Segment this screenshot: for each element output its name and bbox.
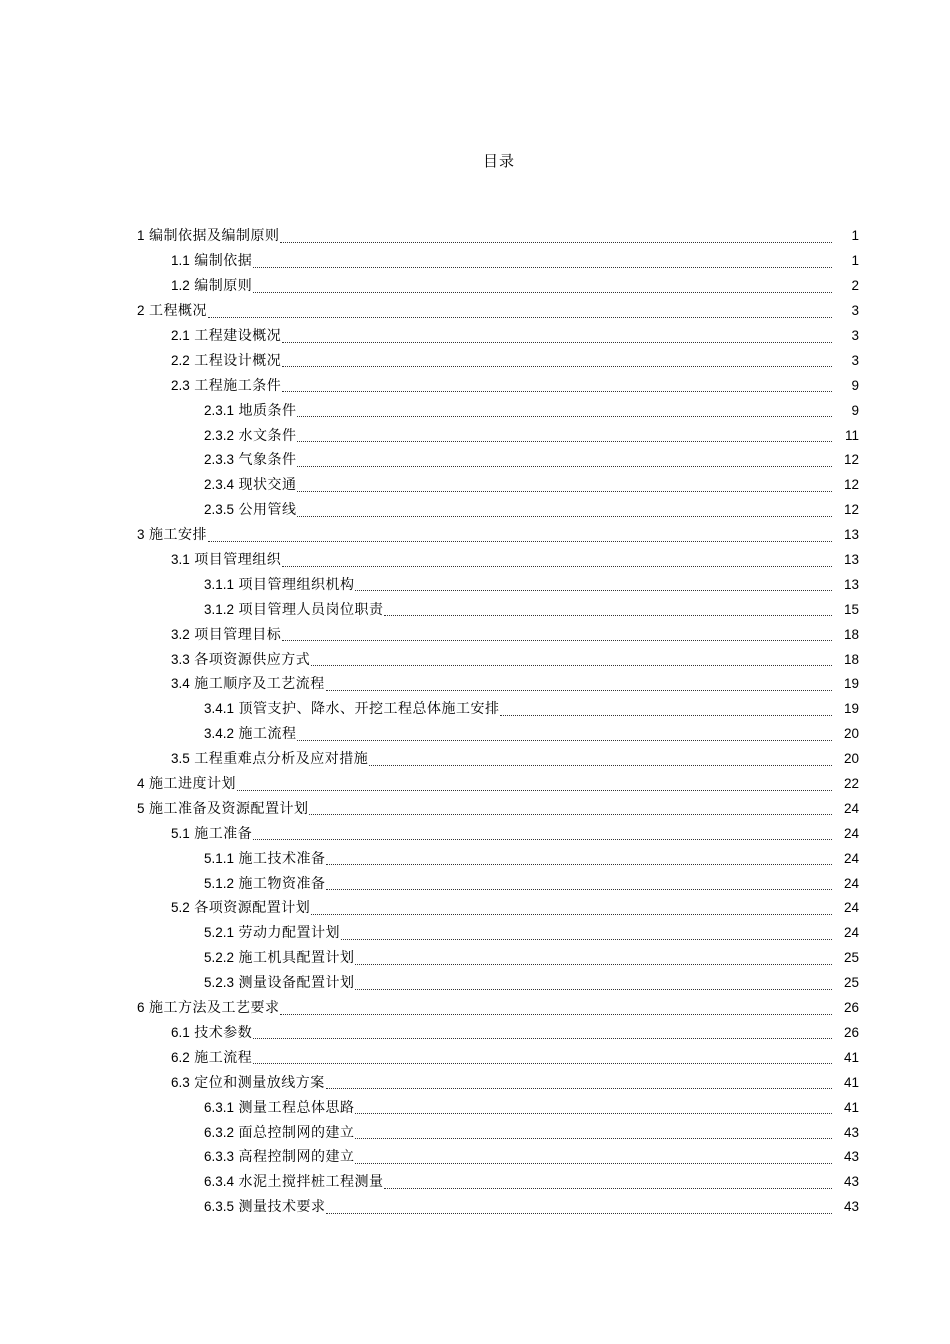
toc-entry-number: 3.4.2 (204, 726, 235, 742)
toc-page-number: 22 (843, 776, 859, 792)
toc-dot-leader (500, 701, 832, 716)
toc-dot-leader (208, 303, 832, 318)
toc-page-number: 26 (843, 1024, 859, 1040)
toc-dot-leader (297, 402, 832, 417)
toc-page-number: 24 (843, 925, 859, 941)
toc-page-number: 43 (843, 1124, 859, 1140)
toc-entry-number: 5.2 (171, 900, 190, 916)
toc-entry-label (137, 525, 207, 545)
toc-entry-number: 2.3.5 (204, 502, 235, 518)
toc-entry-label (137, 774, 236, 794)
toc-dot-leader (355, 1124, 832, 1139)
toc-entry-number: 3.5 (171, 751, 190, 767)
toc-entry-label (171, 276, 252, 296)
toc-entry-number: 6.3.3 (204, 1149, 235, 1165)
toc-entry[interactable] (0, 299, 950, 324)
toc-entry[interactable] (0, 846, 950, 871)
toc-title: 目录 (482, 152, 515, 170)
toc-page-number: 19 (843, 701, 859, 717)
toc-entry-number: 6.3.1 (204, 1099, 235, 1115)
toc-page-number: 3 (851, 352, 859, 368)
toc-entry-number: 5.2.1 (204, 925, 235, 941)
toc-dot-leader (297, 726, 832, 741)
toc-page-number: 1 (851, 228, 859, 244)
toc-entry-text: 面总控制网的建立 (238, 1124, 355, 1141)
toc-entry-text: 工程设计概况 (194, 352, 282, 369)
toc-entry-label (204, 1172, 383, 1192)
toc-entry-number: 5.1.2 (204, 875, 235, 891)
toc-entry-text: 水文条件 (238, 427, 297, 444)
toc-dot-leader (297, 427, 832, 442)
toc-entry-label (204, 1147, 354, 1167)
toc-entry[interactable] (0, 697, 950, 722)
toc-dot-leader (355, 950, 832, 965)
toc-dot-leader (282, 328, 832, 343)
toc-entry-label (137, 799, 308, 819)
toc-page-number: 13 (843, 527, 859, 543)
toc-entry-label (171, 650, 310, 670)
toc-entry-text: 工程建设概况 (194, 328, 282, 344)
toc-page-number: 24 (843, 875, 859, 891)
toc-entry-text: 现状交通 (238, 477, 297, 494)
toc-dot-leader (311, 900, 832, 915)
toc-page-number: 24 (843, 800, 859, 816)
toc-entry-label (171, 351, 281, 371)
toc-page-number: 11 (844, 427, 859, 443)
toc-entry-label (204, 724, 296, 744)
toc-entry[interactable] (0, 821, 950, 846)
toc-entry[interactable] (0, 224, 950, 249)
toc-entry-label (204, 500, 296, 520)
toc-entry-label (171, 376, 281, 396)
toc-entry[interactable] (0, 324, 950, 349)
toc-page-number: 15 (843, 601, 859, 617)
toc-entry-text: 项目管理组织机构 (238, 576, 355, 593)
toc-entry[interactable] (0, 348, 950, 373)
toc-entry[interactable] (0, 373, 950, 398)
toc-entry[interactable] (0, 274, 950, 299)
toc-entry[interactable] (0, 597, 950, 622)
toc-entry[interactable] (0, 1195, 950, 1220)
toc-page-number: 12 (843, 477, 859, 493)
toc-page-number: 2 (851, 278, 859, 294)
toc-entry-text: 技术参数 (194, 1024, 253, 1041)
toc-entry-text: 工程重难点分析及应对措施 (194, 751, 369, 768)
toc-page-number: 41 (843, 1049, 859, 1065)
toc-entry-text: 施工方法及工艺要求 (148, 1000, 280, 1017)
toc-entry-text: 施工顺序及工艺流程 (194, 676, 325, 693)
toc-entry[interactable] (0, 523, 950, 548)
toc-entry[interactable] (0, 996, 950, 1021)
toc-dot-leader (326, 1074, 832, 1089)
toc-page-number: 43 (843, 1199, 859, 1215)
toc-entry-text: 工程施工条件 (194, 377, 282, 394)
toc-entry-number: 1.1 (171, 253, 190, 269)
toc-entry-text: 测量技术要求 (238, 1199, 326, 1216)
toc-entry-number: 2.2 (171, 352, 190, 368)
toc-entry-text: 施工准备 (194, 825, 253, 842)
toc-entry-label (171, 1073, 325, 1093)
toc-entry-number: 2 (137, 303, 145, 319)
toc-entry-number: 3.4.1 (204, 701, 235, 717)
toc-entry-text: 高程控制网的建立 (238, 1149, 355, 1166)
toc-entry-label (137, 226, 279, 246)
toc-entry-text: 工程概况 (148, 303, 207, 320)
toc-page-number: 13 (843, 552, 859, 568)
toc-entry-text: 顶管支护、降水、开挖工程总体施工安排 (238, 701, 500, 718)
toc-dot-leader (237, 776, 832, 791)
toc-dot-leader (355, 576, 832, 591)
toc-dot-leader (282, 352, 832, 367)
toc-entry-text: 各项资源供应方式 (194, 651, 311, 668)
toc-entry-number: 2.3.1 (204, 402, 235, 418)
toc-entry-label (204, 426, 296, 446)
toc-entry-number: 6.3.2 (204, 1124, 235, 1140)
toc-entry-number: 3.3 (171, 651, 190, 667)
toc-entry[interactable] (0, 448, 950, 473)
toc-entry-text: 施工准备及资源配置计划 (148, 800, 309, 817)
toc-entry-number: 6.3 (171, 1074, 190, 1090)
toc-entry-number: 1.2 (171, 278, 190, 294)
toc-entry-text: 测量设备配置计划 (238, 975, 355, 992)
toc-entry-label (171, 824, 252, 844)
toc-entry-text: 编制原则 (194, 278, 253, 295)
toc-page-number: 1 (851, 253, 859, 269)
toc-entry-label (204, 401, 296, 421)
toc-entry[interactable] (0, 946, 950, 971)
toc-page-number: 9 (851, 377, 859, 393)
toc-entry-number: 3.1 (171, 552, 190, 568)
toc-page-number: 20 (843, 751, 859, 767)
table-of-contents (0, 224, 950, 1220)
toc-entry-number: 2.1 (171, 328, 190, 343)
toc-entry-label (171, 326, 281, 346)
toc-page-number: 19 (843, 676, 859, 692)
toc-entry[interactable] (0, 896, 950, 921)
toc-page-number: 43 (843, 1149, 859, 1165)
toc-page-number: 24 (843, 900, 859, 916)
toc-entry-number: 6 (137, 1000, 145, 1016)
toc-entry-text: 编制依据 (194, 253, 253, 270)
toc-entry-text: 施工机具配置计划 (238, 950, 355, 967)
toc-entry[interactable] (0, 1145, 950, 1170)
toc-dot-leader (253, 1049, 832, 1064)
toc-dot-leader (341, 925, 832, 940)
toc-page-number: 9 (851, 402, 859, 418)
toc-entry-number: 3.1.2 (204, 601, 235, 617)
toc-entry-number: 1 (137, 228, 145, 244)
toc-dot-leader (280, 1000, 832, 1015)
toc-entry[interactable] (0, 423, 950, 448)
toc-entry-label (171, 550, 281, 570)
toc-dot-leader (384, 601, 832, 616)
toc-entry[interactable] (0, 772, 950, 797)
toc-page-number: 24 (843, 825, 859, 841)
toc-entry-number: 4 (137, 776, 145, 792)
toc-dot-leader (297, 452, 832, 467)
toc-entry-label (204, 923, 340, 943)
toc-entry[interactable] (0, 647, 950, 672)
toc-entry[interactable] (0, 249, 950, 274)
toc-page-number: 20 (843, 726, 859, 742)
toc-dot-leader (208, 527, 832, 542)
toc-entry[interactable] (0, 796, 950, 821)
toc-entry-label (204, 699, 499, 719)
toc-entry-label (171, 625, 281, 645)
toc-entry-number: 6.1 (171, 1024, 190, 1040)
toc-entry-text: 气象条件 (238, 452, 297, 469)
toc-entry[interactable] (0, 1070, 950, 1095)
toc-dot-leader (326, 676, 832, 691)
toc-dot-leader (253, 825, 832, 840)
toc-dot-leader (253, 253, 832, 268)
toc-entry-number: 2.3.4 (204, 477, 235, 493)
toc-page-number: 25 (843, 975, 859, 991)
toc-entry-label (204, 874, 325, 894)
toc-entry-label (204, 1098, 354, 1118)
toc-page-number: 43 (843, 1174, 859, 1190)
toc-dot-leader (311, 651, 832, 666)
toc-entry[interactable] (0, 921, 950, 946)
toc-entry[interactable] (0, 1021, 950, 1046)
toc-entry-number: 5.2.2 (204, 950, 235, 966)
toc-entry-text: 公用管线 (238, 502, 297, 519)
toc-entry-number: 6.2 (171, 1049, 190, 1065)
toc-dot-leader (282, 552, 832, 567)
toc-entry-number: 6.3.4 (204, 1174, 235, 1190)
toc-entry-label (171, 674, 325, 694)
toc-entry-text: 施工进度计划 (148, 776, 236, 793)
toc-entry-label (171, 1023, 252, 1043)
toc-dot-leader (253, 1024, 832, 1039)
toc-entry[interactable] (0, 1170, 950, 1195)
toc-entry-number: 3.2 (171, 626, 190, 642)
toc-page-number: 18 (843, 626, 859, 642)
toc-entry-text: 项目管理组织 (194, 552, 282, 569)
toc-entry-text: 各项资源配置计划 (194, 900, 311, 917)
toc-dot-leader (309, 800, 832, 815)
toc-entry[interactable] (0, 1120, 950, 1145)
toc-entry[interactable] (0, 871, 950, 896)
toc-entry[interactable] (0, 722, 950, 747)
toc-dot-leader (282, 626, 832, 641)
toc-page-number: 12 (843, 452, 859, 468)
toc-entry[interactable] (0, 971, 950, 996)
toc-entry[interactable] (0, 572, 950, 597)
toc-entry-text: 劳动力配置计划 (238, 925, 340, 942)
toc-entry-label (204, 1197, 325, 1217)
toc-entry-label (171, 251, 252, 271)
toc-entry-text: 地质条件 (238, 402, 297, 419)
toc-entry[interactable] (0, 1095, 950, 1120)
toc-page-number: 18 (843, 651, 859, 667)
toc-dot-leader (369, 751, 832, 766)
toc-entry-number: 3.4 (171, 676, 190, 692)
toc-entry-number: 5.1.1 (204, 850, 235, 866)
toc-entry-label (137, 998, 279, 1018)
toc-entry-text: 编制依据及编制原则 (148, 228, 280, 245)
toc-dot-leader (355, 1149, 832, 1164)
toc-dot-leader (297, 477, 832, 492)
toc-page-number: 26 (843, 1000, 859, 1016)
toc-entry[interactable] (0, 473, 950, 498)
toc-dot-leader (326, 850, 832, 865)
toc-entry[interactable] (0, 548, 950, 573)
toc-entry-number: 3 (137, 527, 145, 543)
toc-dot-leader (326, 875, 832, 890)
toc-entry-text: 项目管理目标 (194, 626, 282, 643)
toc-page-number: 24 (843, 850, 859, 866)
toc-dot-leader (384, 1174, 832, 1189)
toc-page-number: 41 (843, 1099, 859, 1115)
toc-entry-text: 施工流程 (194, 1049, 253, 1066)
toc-entry-label (171, 898, 310, 918)
toc-entry-label (204, 575, 354, 595)
toc-page-number: 41 (843, 1074, 859, 1090)
toc-dot-leader (355, 1099, 832, 1114)
toc-entry-label (137, 301, 207, 321)
toc-dot-leader (297, 502, 832, 517)
toc-entry-number: 2.3.2 (204, 427, 235, 443)
toc-dot-leader (355, 975, 832, 990)
toc-entry-number: 5.1 (171, 825, 190, 841)
toc-entry[interactable] (0, 398, 950, 423)
toc-entry-number: 5 (137, 800, 145, 816)
toc-entry-number: 2.3.3 (204, 452, 235, 468)
toc-page-number: 12 (843, 502, 859, 518)
toc-entry-label (204, 600, 383, 620)
toc-entry[interactable] (0, 498, 950, 523)
toc-page-number: 3 (851, 328, 859, 343)
toc-entry-label (204, 849, 325, 869)
toc-entry[interactable] (0, 747, 950, 772)
toc-entry-text: 施工流程 (238, 726, 297, 743)
toc-dot-leader (282, 377, 832, 392)
toc-dot-leader (253, 278, 832, 293)
toc-entry[interactable] (0, 672, 950, 697)
toc-entry-number: 3.1.1 (204, 576, 235, 592)
toc-page-number: 3 (851, 303, 859, 319)
toc-entry-label (204, 1123, 354, 1143)
toc-dot-leader (280, 228, 832, 243)
toc-page-number: 13 (843, 576, 859, 592)
toc-entry-text: 施工安排 (148, 527, 207, 544)
toc-entry-label (204, 450, 296, 470)
toc-page-number: 25 (843, 950, 859, 966)
toc-dot-leader (326, 1199, 832, 1214)
toc-entry-number: 6.3.5 (204, 1199, 235, 1215)
toc-entry-number: 5.2.3 (204, 975, 235, 991)
toc-entry-label (204, 948, 354, 968)
toc-entry-label (171, 1048, 252, 1068)
toc-entry-text: 项目管理人员岗位职责 (238, 601, 384, 618)
toc-entry[interactable] (0, 622, 950, 647)
toc-entry-label (204, 973, 354, 993)
toc-entry-text: 水泥土搅拌桩工程测量 (238, 1174, 384, 1191)
toc-entry-label (204, 475, 296, 495)
toc-entry-text: 施工物资准备 (238, 875, 326, 892)
toc-entry-text: 施工技术准备 (238, 850, 326, 867)
toc-entry[interactable] (0, 1045, 950, 1070)
toc-entry-label (171, 749, 368, 769)
toc-entry-text: 测量工程总体思路 (238, 1099, 355, 1116)
toc-entry-text: 定位和测量放线方案 (194, 1074, 325, 1091)
toc-entry-number: 2.3 (171, 377, 190, 393)
